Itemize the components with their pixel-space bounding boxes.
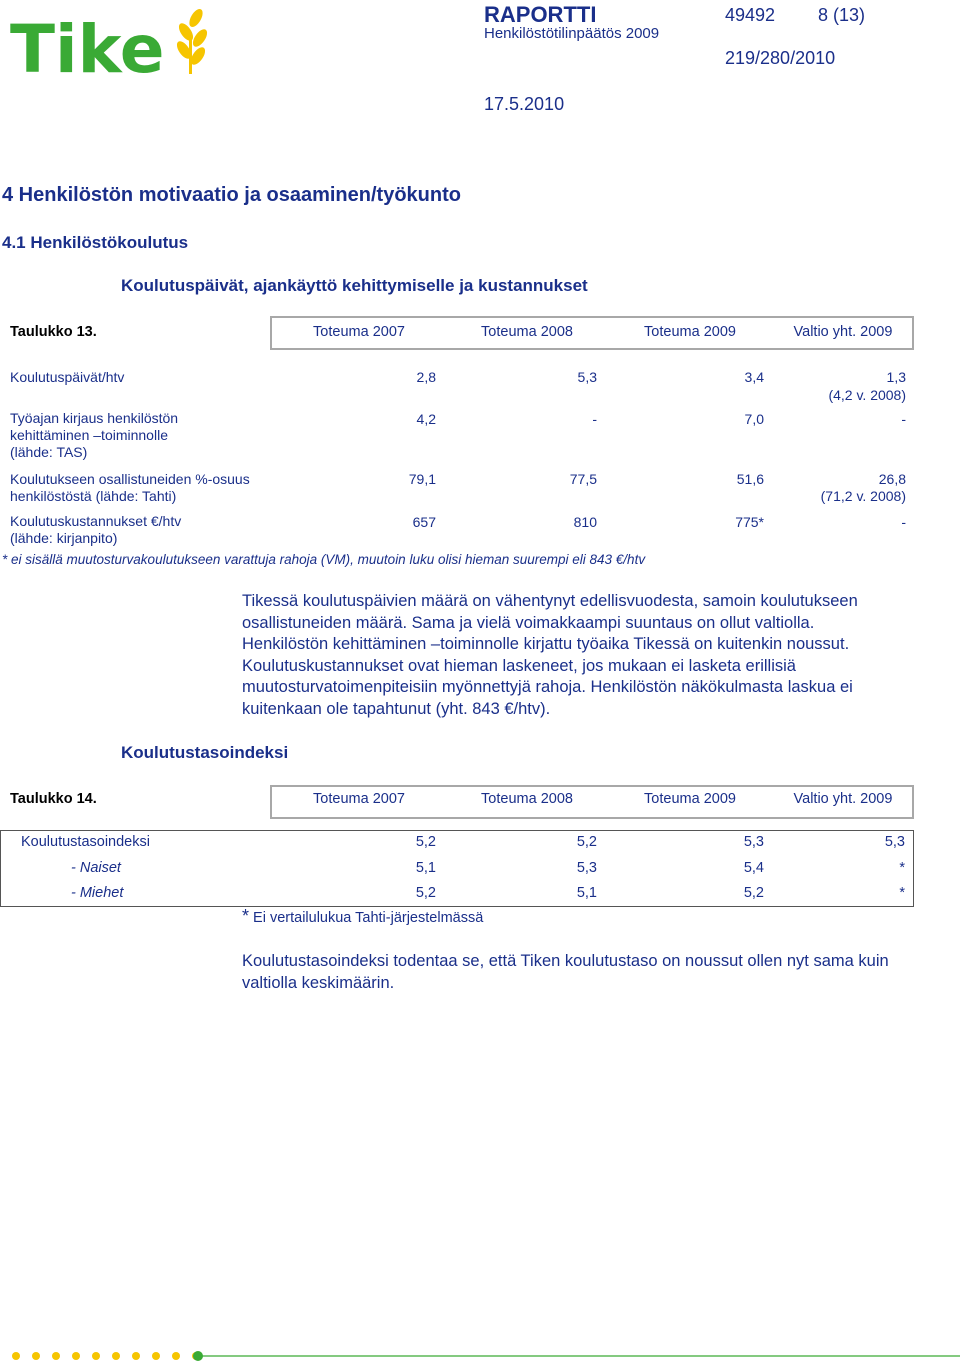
table14-col-2008: Toteuma 2008 <box>481 791 573 807</box>
document-date: 17.5.2010 <box>484 94 565 114</box>
body-paragraph: Tikessä koulutuspäivien määrä on vähentynyt edellisvuodesta, samoin koulutukseen osallistuneiden määrä. Sama ja vielä voimakkaampi suuntaus on ollut valtiolla. Henkilöstön kehittäminen –toiminnolle kirjattu työaika Tikessä on kuitenkin noussut. Koulutuskustannukset ovat hieman laskeneet, jos mukaan ei lasketa erillisiä muutosturvatoimenpiteisiin myönnettyjä rahoja. Henkilöstön näkökulmasta laskua ei kuitenkaan ole tapahtunut (yht. 843 €/htv). <box>242 592 858 718</box>
table13-note: (71,2 v. 2008) <box>820 488 906 504</box>
table13-cell: - <box>901 514 906 530</box>
table13-cell: 810 <box>573 514 597 530</box>
table14-cell: 5,4 <box>743 860 764 876</box>
table14-note-star: * <box>242 906 250 926</box>
table14-note-text: Ei vertailulukua Tahti-järjestelmässä <box>253 910 484 926</box>
table13-cell: 775* <box>735 514 764 530</box>
table13-row-label: Koulutuskustannukset €/htv (lähde: kirjanpito) <box>10 513 182 546</box>
table14-col-valtio: Valtio yht. 2009 <box>793 791 893 807</box>
table14-cell: 5,2 <box>415 885 436 901</box>
document-number: 49492 <box>725 5 776 25</box>
table13-cell: 79,1 <box>408 471 436 487</box>
table14-cell: 5,2 <box>743 885 764 901</box>
index-heading: Koulutustasoindeksi <box>121 743 289 762</box>
section-heading: 4 Henkilöstön motivaatio ja osaaminen/työkunto <box>2 184 461 206</box>
table14-row-label: Koulutustasoindeksi <box>21 834 150 850</box>
table14-cell: 5,3 <box>576 860 597 876</box>
table13-cell: 77,5 <box>569 471 597 487</box>
footer-dots-decoration <box>10 1346 960 1366</box>
table13-col-2007: Toteuma 2007 <box>313 324 405 340</box>
table13-cell: 2,8 <box>416 369 436 385</box>
report-subtitle: Henkilöstötilinpäätös 2009 <box>484 25 660 42</box>
table13-note: (4,2 v. 2008) <box>828 387 906 403</box>
table14-label: Taulukko 14. <box>10 791 97 807</box>
table13-cell: 26,8 <box>878 471 906 487</box>
table14-note <box>242 906 483 927</box>
table13-row-label: Työajan kirjaus henkilöstön kehittäminen –toiminnolle (lähde: TAS) <box>10 410 179 460</box>
table14-cell: * <box>899 885 905 901</box>
table13-cell: - <box>901 411 906 427</box>
logo-text: Tike <box>10 11 165 82</box>
table14-cell: 5,2 <box>576 834 597 850</box>
report-title: RAPORTTI <box>484 2 597 27</box>
table13-row-label: Koulutuspäivät/htv <box>10 369 125 385</box>
table14-cell: 5,3 <box>743 834 764 850</box>
table14-col-2009: Toteuma 2009 <box>644 791 736 807</box>
wheat-ear-icon <box>174 7 210 74</box>
table13-cell: 51,6 <box>736 471 764 487</box>
subsection-heading: 4.1 Henkilöstökoulutus <box>2 233 189 252</box>
table13-col-2008: Toteuma 2008 <box>481 324 573 340</box>
table14-cell: 5,3 <box>884 834 905 850</box>
reference-number: 219/280/2010 <box>725 48 836 68</box>
page-number: 8 (13) <box>818 5 866 25</box>
table13-row-label: Koulutukseen osallistuneiden %-osuus henkilöstöstä (lähde: Tahti) <box>10 471 250 504</box>
tike-logo <box>10 4 210 87</box>
table14-cell: * <box>899 860 905 876</box>
table13-cell: 7,0 <box>744 411 764 427</box>
table13-cell: 5,3 <box>577 369 597 385</box>
table13-cell: - <box>592 411 597 427</box>
body-paragraph: Koulutustasoindeksi todentaa se, että Tiken koulutustaso on noussut ollen nyt sama kuin valtiolla keskimäärin. <box>242 952 889 992</box>
table14-cell: 5,1 <box>576 885 597 901</box>
table14-cell: 5,1 <box>415 860 436 876</box>
table13-cell: 4,2 <box>416 411 436 427</box>
table14-row-label: - Miehet <box>71 885 124 901</box>
table13-col-2009: Toteuma 2009 <box>644 324 736 340</box>
table13-col-valtio: Valtio yht. 2009 <box>793 324 893 340</box>
table13-cell: 657 <box>412 514 436 530</box>
table14-col-2007: Toteuma 2007 <box>313 791 405 807</box>
table13-label: Taulukko 13. <box>10 324 97 340</box>
table13-footnote: * ei sisällä muutosturvakoulutukseen varattuja rahoja (VM), muutoin luku olisi hieman suurempi eli 843 €/htv <box>2 552 646 567</box>
table14-cell: 5,2 <box>415 834 436 850</box>
table-section-heading: Koulutuspäivät, ajankäyttö kehittymiselle ja kustannukset <box>121 276 588 295</box>
table14-row-label: - Naiset <box>71 860 121 876</box>
table13-cell: 1,3 <box>886 369 906 385</box>
table13-cell: 3,4 <box>744 369 764 385</box>
